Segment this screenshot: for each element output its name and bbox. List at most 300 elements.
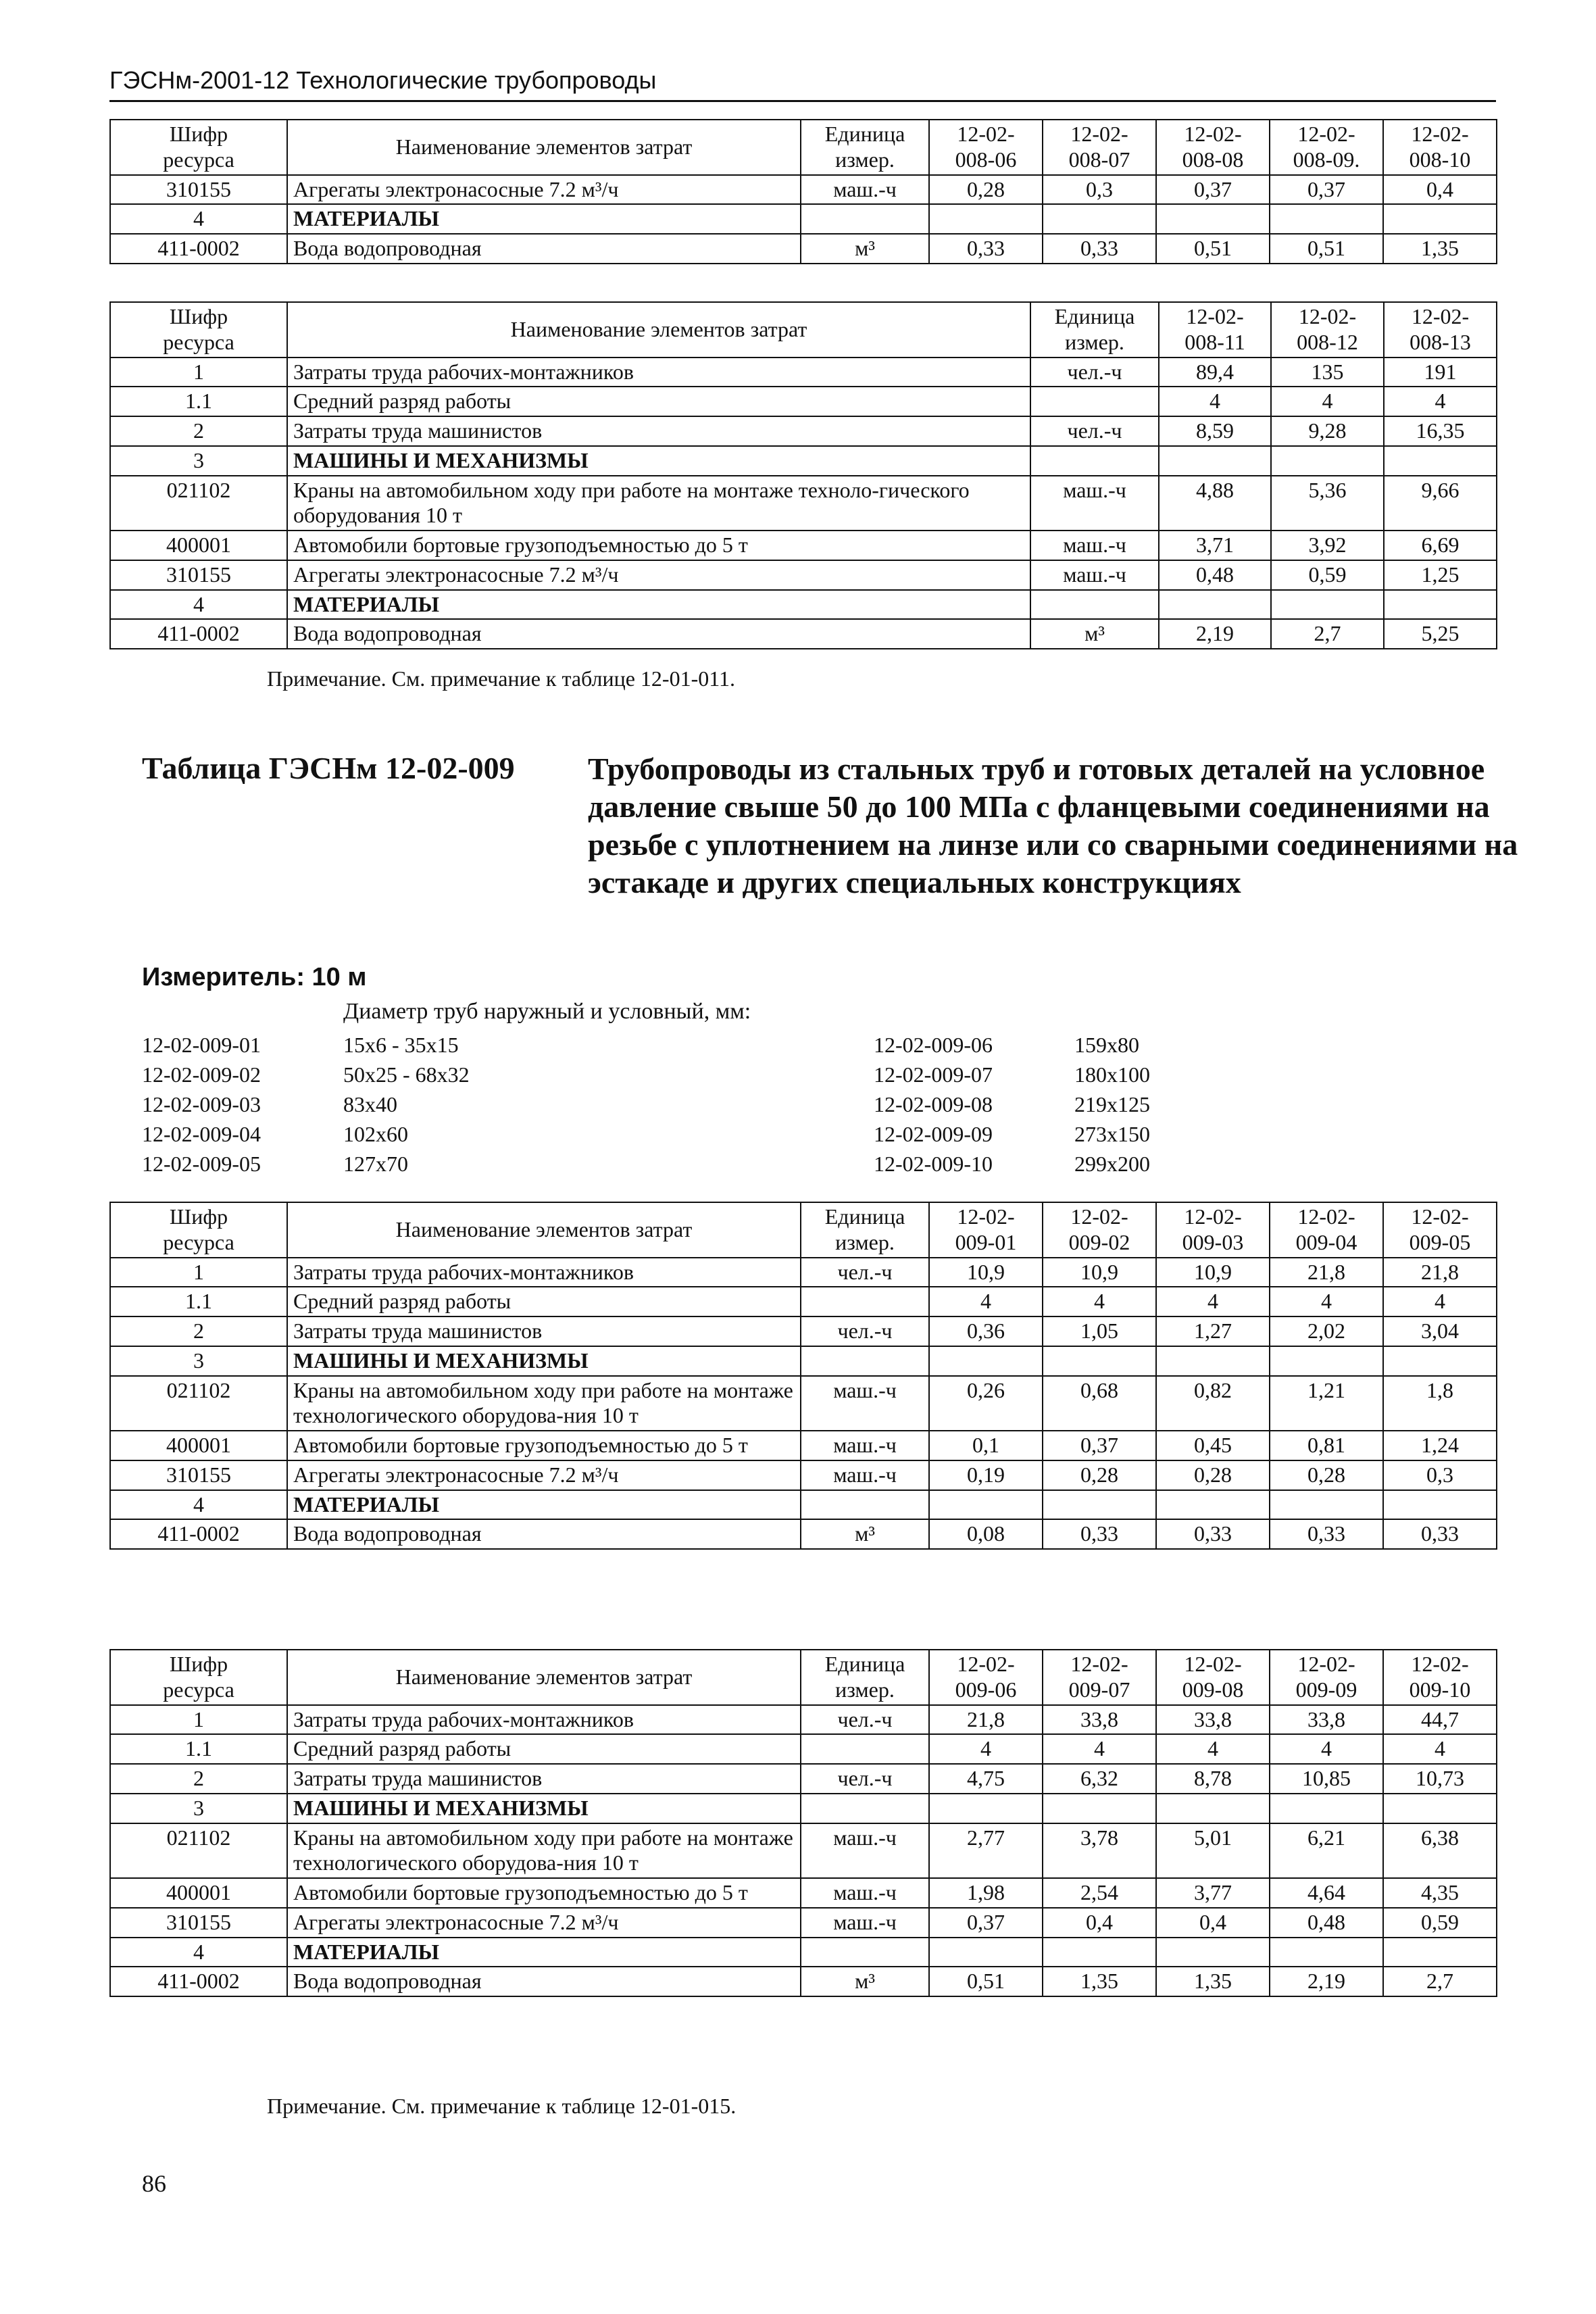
unit-cell: маш.-ч	[801, 1431, 929, 1460]
resource-code: 4	[110, 1490, 287, 1520]
value-cell: 1,35	[1156, 1967, 1270, 1996]
value-cell: 4	[1270, 1287, 1383, 1316]
value-cell: 6,38	[1383, 1823, 1497, 1879]
cost-element-name: Краны на автомобильном ходу при работе на монтаже технологического оборудова-ния 10 т	[287, 1376, 801, 1431]
unit-cell: чел.-ч	[801, 1764, 929, 1794]
unit-cell	[801, 1794, 929, 1823]
value-cell: 0,4	[1043, 1908, 1156, 1938]
unit-cell: чел.-ч	[1030, 416, 1159, 446]
value-cell	[1043, 204, 1156, 234]
cost-element-name: Агрегаты электронасосные 7.2 м³/ч	[287, 1908, 801, 1938]
header-text: 008-08	[1182, 147, 1244, 172]
value-cell: 6,69	[1384, 531, 1497, 560]
value-cell: 4,88	[1159, 476, 1271, 531]
value-cell: 0,33	[929, 234, 1043, 264]
unit-cell	[801, 1287, 929, 1316]
cost-table-008-11-13	[109, 301, 1497, 649]
value-cell	[1043, 1346, 1156, 1376]
value-cell: 2,02	[1270, 1316, 1383, 1346]
running-header: ГЭСНм-2001-12 Технологические трубопроводы	[109, 66, 1496, 102]
table-row	[110, 204, 1497, 234]
value-cell: 4	[1271, 387, 1384, 416]
header-text: 009-09	[1295, 1677, 1357, 1702]
cost-element-name: Краны на автомобильном ходу при работе на монтаже техноло-гического оборудования 10 т	[287, 476, 1030, 531]
value-cell: 0,19	[929, 1460, 1043, 1490]
resource-code: 400001	[110, 1431, 287, 1460]
value-cell: 6,21	[1270, 1823, 1383, 1879]
unit-cell: м³	[1030, 619, 1159, 649]
value-cell: 2,77	[929, 1823, 1043, 1879]
resource-code: 310155	[110, 1908, 287, 1938]
cost-element-name: Затраты труда рабочих-монтажников	[287, 1705, 801, 1735]
section-heading-cell: МАТЕРИАЛЫ	[287, 1490, 801, 1520]
diameter-value: 127х70	[343, 1152, 408, 1176]
diameter-value: 159х80	[1074, 1033, 1139, 1057]
header-text: ресурса	[163, 1677, 234, 1702]
unit-cell	[801, 1734, 929, 1764]
resource-code: 310155	[110, 175, 287, 205]
header-text: 12-02-	[1411, 1652, 1469, 1676]
value-cell: 8,59	[1159, 416, 1271, 446]
header-norm-code	[1270, 1650, 1383, 1705]
cost-element-name: Краны на автомобильном ходу при работе на монтаже технологического оборудова-ния 10 т	[287, 1823, 801, 1879]
header-text: измер.	[1065, 329, 1124, 354]
header-norm-code	[1384, 302, 1497, 358]
value-cell: 0,59	[1383, 1908, 1497, 1938]
header-norm-code	[929, 1202, 1043, 1258]
table-row	[110, 1908, 1497, 1938]
value-cell: 5,01	[1156, 1823, 1270, 1879]
cost-element-name: Вода водопроводная	[287, 234, 801, 264]
unit-cell: маш.-ч	[801, 1460, 929, 1490]
table-row	[110, 1705, 1497, 1735]
header-norm-code	[929, 1650, 1043, 1705]
section-heading-cell: МАШИНЫ И МЕХАНИЗМЫ	[287, 1794, 801, 1823]
value-cell	[1270, 1490, 1383, 1520]
header-text: 12-02-	[1184, 122, 1242, 146]
value-cell	[1383, 1490, 1497, 1520]
diameter-value: 102х60	[343, 1122, 408, 1146]
section-heading-cell: МАТЕРИАЛЫ	[287, 590, 1030, 620]
value-cell: 8,78	[1156, 1764, 1270, 1794]
value-cell	[1384, 590, 1497, 620]
header-text: 12-02-	[1411, 1204, 1469, 1229]
diameter-value: 83х40	[343, 1092, 397, 1116]
value-cell: 0,68	[1043, 1376, 1156, 1431]
table-row	[110, 1878, 1497, 1908]
table-row	[110, 1734, 1497, 1764]
value-cell	[929, 1490, 1043, 1520]
header-text: ресурса	[163, 1229, 234, 1254]
cost-element-name: Автомобили бортовые грузоподъемностью до 5 т	[287, 531, 1030, 560]
table-row	[110, 416, 1497, 446]
value-cell: 21,8	[1270, 1258, 1383, 1287]
table-row	[110, 560, 1497, 590]
unit-cell: чел.-ч	[801, 1258, 929, 1287]
resource-code: 310155	[110, 1460, 287, 1490]
cost-table-009-01-05	[109, 1202, 1497, 1550]
value-cell: 4	[1043, 1734, 1156, 1764]
header-text: 12-02-	[1298, 304, 1357, 328]
table-row	[110, 387, 1497, 416]
value-cell: 2,7	[1383, 1967, 1497, 1996]
value-cell: 6,32	[1043, 1764, 1156, 1794]
value-cell: 0,28	[1043, 1460, 1156, 1490]
diameter-value: 219х125	[1074, 1092, 1150, 1116]
diameter-heading: Диаметр труб наружный и условный, мм:	[343, 999, 751, 1024]
value-cell: 5,25	[1384, 619, 1497, 649]
value-cell: 3,04	[1383, 1316, 1497, 1346]
value-cell: 0,33	[1270, 1519, 1383, 1549]
value-cell: 3,71	[1159, 531, 1271, 560]
header-text: 12-02-	[1411, 304, 1470, 328]
unit-cell: маш.-ч	[801, 1823, 929, 1879]
value-cell: 0,36	[929, 1316, 1043, 1346]
table-note: Примечание. См. примечание к таблице 12-01-011.	[267, 666, 736, 691]
header-text: ресурса	[163, 147, 234, 172]
value-cell: 0,33	[1043, 1519, 1156, 1549]
cost-element-name: Автомобили бортовые грузоподъемностью до 5 т	[287, 1878, 801, 1908]
value-cell: 4	[1383, 1287, 1497, 1316]
value-cell	[1043, 1490, 1156, 1520]
header-text: 008-12	[1297, 329, 1358, 354]
table-row	[110, 1431, 1497, 1460]
resource-code: 1	[110, 1705, 287, 1735]
cost-element-name: Средний разряд работы	[287, 387, 1030, 416]
header-text: 12-02-	[1297, 1204, 1355, 1229]
header-resource-code	[110, 1650, 287, 1705]
value-cell: 0,37	[1156, 175, 1270, 205]
resource-code: 1	[110, 1258, 287, 1287]
table-row	[110, 1764, 1497, 1794]
value-cell: 4,75	[929, 1764, 1043, 1794]
header-text: 12-02-	[1184, 1652, 1242, 1676]
header-cost-name: Наименование элементов затрат	[287, 1650, 801, 1705]
resource-code: 1.1	[110, 1287, 287, 1316]
cost-element-name: Автомобили бортовые грузоподъемностью до 5 т	[287, 1431, 801, 1460]
value-cell: 89,4	[1159, 358, 1271, 387]
header-text: 12-02-	[1297, 1652, 1355, 1676]
value-cell: 0,81	[1270, 1431, 1383, 1460]
header-norm-code	[1271, 302, 1384, 358]
table-row	[110, 1258, 1497, 1287]
cost-element-name: Вода водопроводная	[287, 1967, 801, 1996]
header-text: 009-02	[1068, 1229, 1130, 1254]
diameter-value: 50х25 - 68х32	[343, 1062, 470, 1087]
value-cell: 2,54	[1043, 1878, 1156, 1908]
unit-cell	[801, 1490, 929, 1520]
value-cell: 1,35	[1043, 1967, 1156, 1996]
header-text: 008-11	[1184, 329, 1245, 354]
value-cell	[1383, 204, 1497, 234]
resource-code: 2	[110, 1764, 287, 1794]
unit-cell	[1030, 446, 1159, 476]
diameter-value: 15х6 - 35х15	[343, 1033, 459, 1057]
header-text: 12-02-	[957, 122, 1015, 146]
value-cell	[1270, 204, 1383, 234]
table-row	[110, 1519, 1497, 1549]
header-cost-name: Наименование элементов затрат	[287, 120, 801, 175]
value-cell: 0,08	[929, 1519, 1043, 1549]
cost-element-name: Затраты труда рабочих-монтажников	[287, 358, 1030, 387]
value-cell: 2,7	[1271, 619, 1384, 649]
header-text: измер.	[835, 1229, 895, 1254]
value-cell	[1383, 1794, 1497, 1823]
header-resource-code	[110, 120, 287, 175]
table-row	[110, 476, 1497, 531]
value-cell: 4	[1159, 387, 1271, 416]
resource-code: 021102	[110, 1823, 287, 1879]
header-text: Единица	[824, 122, 905, 146]
cost-element-name: Агрегаты электронасосные 7.2 м³/ч	[287, 560, 1030, 590]
value-cell: 0,3	[1043, 175, 1156, 205]
value-cell: 0,26	[929, 1376, 1043, 1431]
resource-code: 400001	[110, 1878, 287, 1908]
table-row	[110, 446, 1497, 476]
value-cell	[1156, 1938, 1270, 1967]
value-cell: 10,73	[1383, 1764, 1497, 1794]
cost-element-name: Средний разряд работы	[287, 1734, 801, 1764]
value-cell: 0,4	[1383, 175, 1497, 205]
table-row	[110, 1316, 1497, 1346]
resource-code: 3	[110, 1794, 287, 1823]
resource-code: 411-0002	[110, 234, 287, 264]
header-unit	[801, 1202, 929, 1258]
value-cell: 0,82	[1156, 1376, 1270, 1431]
value-cell: 1,25	[1384, 560, 1497, 590]
table-row	[110, 234, 1497, 264]
value-cell: 33,8	[1043, 1705, 1156, 1735]
table-row	[110, 1823, 1497, 1879]
value-cell: 0,48	[1270, 1908, 1383, 1938]
table-row	[110, 1460, 1497, 1490]
value-cell: 191	[1384, 358, 1497, 387]
value-cell: 4	[929, 1734, 1043, 1764]
unit-cell: маш.-ч	[1030, 531, 1159, 560]
value-cell	[1270, 1938, 1383, 1967]
value-cell: 21,8	[929, 1705, 1043, 1735]
unit-cell	[801, 1346, 929, 1376]
header-norm-code	[1383, 1650, 1497, 1705]
value-cell: 1,8	[1383, 1376, 1497, 1431]
header-text: 009-03	[1182, 1229, 1244, 1254]
header-norm-code	[1043, 1650, 1156, 1705]
value-cell: 4	[1156, 1734, 1270, 1764]
resource-code: 1	[110, 358, 287, 387]
value-cell: 4	[1270, 1734, 1383, 1764]
header-norm-code	[1383, 120, 1497, 175]
table-row	[110, 1287, 1497, 1316]
table-row	[110, 1794, 1497, 1823]
header-text: 008-09.	[1293, 147, 1360, 172]
value-cell: 4	[1156, 1287, 1270, 1316]
header-text: 008-13	[1410, 329, 1471, 354]
diameter-code: 12-02-009-02	[142, 1062, 261, 1087]
measurement-unit: Измеритель: 10 м	[142, 963, 367, 991]
table-row	[110, 1938, 1497, 1967]
table-note: Примечание. См. примечание к таблице 12-01-015.	[267, 2094, 737, 2118]
table-title: Трубопроводы из стальных труб и готовых деталей на условное давление свыше 50 до 100 МПа с фланцевыми соединениями на резьбе с уплотнением на линзе или со сварными соединениями на эстакаде и других специальных конструкциях	[588, 752, 1518, 900]
header-text: 009-06	[955, 1677, 1017, 1702]
resource-code: 1.1	[110, 387, 287, 416]
unit-cell	[1030, 590, 1159, 620]
value-cell: 0,37	[1270, 175, 1383, 205]
diameter-code: 12-02-009-04	[142, 1122, 261, 1146]
header-norm-code	[929, 120, 1043, 175]
resource-code: 3	[110, 1346, 287, 1376]
value-cell: 10,85	[1270, 1764, 1383, 1794]
value-cell	[1384, 446, 1497, 476]
value-cell: 0,33	[1156, 1519, 1270, 1549]
value-cell	[1383, 1938, 1497, 1967]
value-cell: 2,19	[1159, 619, 1271, 649]
unit-cell	[1030, 387, 1159, 416]
value-cell: 0,3	[1383, 1460, 1497, 1490]
value-cell: 10,9	[929, 1258, 1043, 1287]
header-text: 009-07	[1068, 1677, 1130, 1702]
unit-cell: чел.-ч	[1030, 358, 1159, 387]
value-cell	[929, 1794, 1043, 1823]
table-row	[110, 1967, 1497, 1996]
table-row	[110, 175, 1497, 205]
unit-cell: м³	[801, 1519, 929, 1549]
header-text: 12-02-	[1411, 122, 1469, 146]
value-cell: 1,21	[1270, 1376, 1383, 1431]
header-norm-code	[1043, 120, 1156, 175]
value-cell	[1159, 446, 1271, 476]
section-heading-cell: МАТЕРИАЛЫ	[287, 1938, 801, 1967]
value-cell: 16,35	[1384, 416, 1497, 446]
value-cell: 44,7	[1383, 1705, 1497, 1735]
value-cell: 0,37	[1043, 1431, 1156, 1460]
header-unit	[1030, 302, 1159, 358]
value-cell: 10,9	[1043, 1258, 1156, 1287]
diameter-value: 299х200	[1074, 1152, 1150, 1176]
resource-code: 3	[110, 446, 287, 476]
unit-cell: маш.-ч	[801, 1908, 929, 1938]
cost-element-name: Затраты труда рабочих-монтажников	[287, 1258, 801, 1287]
header-text: Шифр	[169, 1204, 228, 1229]
resource-code: 400001	[110, 531, 287, 560]
value-cell: 0,37	[929, 1908, 1043, 1938]
value-cell: 33,8	[1270, 1705, 1383, 1735]
diameter-value: 273х150	[1074, 1122, 1150, 1146]
value-cell: 9,66	[1384, 476, 1497, 531]
header-text: 009-10	[1409, 1677, 1471, 1702]
resource-code: 411-0002	[110, 619, 287, 649]
table-row	[110, 619, 1497, 649]
diameter-code: 12-02-009-09	[874, 1122, 993, 1146]
diameter-code: 12-02-009-03	[142, 1092, 261, 1116]
header-resource-code	[110, 302, 287, 358]
value-cell	[929, 1346, 1043, 1376]
header-text: 008-07	[1068, 147, 1130, 172]
header-text: 12-02-	[1070, 1204, 1128, 1229]
unit-cell	[801, 1938, 929, 1967]
value-cell	[1270, 1794, 1383, 1823]
value-cell: 135	[1271, 358, 1384, 387]
value-cell: 9,28	[1271, 416, 1384, 446]
header-text: Единица	[1054, 304, 1135, 328]
header-text: измер.	[835, 147, 895, 172]
value-cell: 0,33	[1043, 234, 1156, 264]
header-norm-code	[1156, 1202, 1270, 1258]
cost-table-008-06-10	[109, 119, 1497, 264]
value-cell: 10,9	[1156, 1258, 1270, 1287]
value-cell: 4	[1043, 1287, 1156, 1316]
resource-code: 4	[110, 590, 287, 620]
table-label: Таблица ГЭСНм 12-02-009	[142, 751, 515, 785]
cost-element-name: Агрегаты электронасосные 7.2 м³/ч	[287, 1460, 801, 1490]
header-norm-code	[1156, 120, 1270, 175]
header-text: 12-02-	[1186, 304, 1244, 328]
cost-element-name: Вода водопроводная	[287, 619, 1030, 649]
value-cell: 0,51	[929, 1967, 1043, 1996]
value-cell: 4,64	[1270, 1878, 1383, 1908]
value-cell: 5,36	[1271, 476, 1384, 531]
unit-cell: м³	[801, 234, 929, 264]
header-text: 12-02-	[1297, 122, 1355, 146]
value-cell: 0,28	[1270, 1460, 1383, 1490]
value-cell: 0,33	[1383, 1519, 1497, 1549]
unit-cell: чел.-ч	[801, 1705, 929, 1735]
value-cell	[1156, 1346, 1270, 1376]
value-cell: 0,28	[929, 175, 1043, 205]
unit-cell	[801, 204, 929, 234]
header-norm-code	[1156, 1650, 1270, 1705]
value-cell	[1043, 1794, 1156, 1823]
header-text: Единица	[824, 1652, 905, 1676]
unit-cell: маш.-ч	[1030, 476, 1159, 531]
value-cell: 3,92	[1271, 531, 1384, 560]
value-cell	[1271, 590, 1384, 620]
header-text: 009-05	[1409, 1229, 1471, 1254]
header-text: Шифр	[169, 304, 228, 328]
value-cell: 4	[1384, 387, 1497, 416]
value-cell: 1,98	[929, 1878, 1043, 1908]
value-cell	[1156, 1794, 1270, 1823]
header-cost-name: Наименование элементов затрат	[287, 1202, 801, 1258]
value-cell: 4,35	[1383, 1878, 1497, 1908]
resource-code: 411-0002	[110, 1519, 287, 1549]
header-text: 12-02-	[1184, 1204, 1242, 1229]
header-text: ресурса	[163, 329, 234, 354]
header-text: 008-06	[955, 147, 1017, 172]
table-row	[110, 1490, 1497, 1520]
cost-element-name: Затраты труда машинистов	[287, 1316, 801, 1346]
value-cell	[1156, 204, 1270, 234]
diameter-code: 12-02-009-05	[142, 1152, 261, 1176]
value-cell: 0,28	[1156, 1460, 1270, 1490]
header-text: 12-02-	[957, 1204, 1015, 1229]
header-norm-code	[1383, 1202, 1497, 1258]
unit-cell: маш.-ч	[1030, 560, 1159, 590]
unit-cell: маш.-ч	[801, 1878, 929, 1908]
section-heading-cell: МАТЕРИАЛЫ	[287, 204, 801, 234]
header-text: 009-08	[1182, 1677, 1244, 1702]
value-cell: 0,48	[1159, 560, 1271, 590]
page-number: 86	[142, 2170, 166, 2197]
resource-code: 2	[110, 416, 287, 446]
header-cost-name: Наименование элементов затрат	[287, 302, 1030, 358]
table-row	[110, 358, 1497, 387]
resource-code: 021102	[110, 1376, 287, 1431]
resource-code: 310155	[110, 560, 287, 590]
diameter-code: 12-02-009-01	[142, 1033, 261, 1057]
value-cell	[1043, 1938, 1156, 1967]
diameter-code: 12-02-009-08	[874, 1092, 993, 1116]
table-row	[110, 590, 1497, 620]
